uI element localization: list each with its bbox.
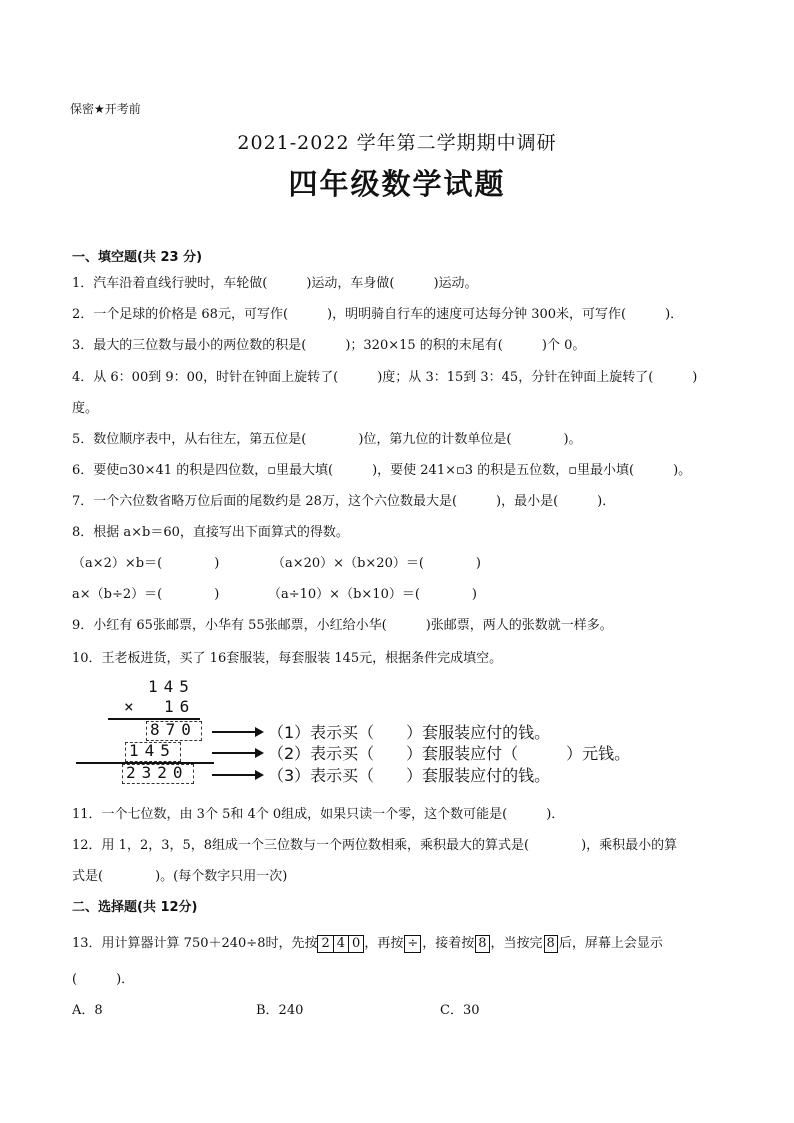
q13-text-end: 后，屏幕上会显示: [558, 936, 663, 951]
option-b: B．240: [256, 1003, 304, 1018]
confidential-label: 保密★开考前: [70, 102, 141, 116]
question-13: [72, 932, 663, 953]
multiplicand: 145: [148, 677, 195, 696]
arrow-2: [212, 752, 262, 754]
question-6: 6．要使▫30×41 的积是四位数，▫里最大填( )，要使 241×▫3 的积是五位数，▫里最小填( )。: [72, 463, 692, 478]
calculator-key: 0: [352, 936, 361, 951]
question-2: 2．一个足球的价格是 68元，可写作( )，明明骑自行车的速度可达每分钟 300米，可写作( )．: [72, 307, 684, 322]
question-4-continued: 度。: [72, 401, 99, 416]
question-10: 10．王老板进货，买了 16套服装，每套服装 145元，根据条件完成填空。: [72, 651, 503, 666]
option-a: A．8: [72, 1003, 103, 1018]
question-8: 8．根据 a×b＝60，直接写出下面算式的得数。: [72, 525, 349, 540]
option-c: C．30: [440, 1003, 480, 1018]
question-7: 7．一个六位数省略万位后面的尾数约是 28万，这个六位数最大是( )，最小是( )．: [72, 494, 616, 509]
question-11: 11．一个七位数，由 3个 5和 4个 0组成，如果只读一个零，这个数可能是( )．: [72, 807, 565, 822]
question-5: 5．数位顺序表中，从右往左，第五位是( )位，第九位的计数单位是( )。: [72, 432, 582, 447]
exam-title: 四年级数学试题: [288, 167, 506, 201]
partial-product-2: 145: [129, 741, 176, 760]
calculator-keys-240: [317, 935, 364, 953]
question-12: 12．用 1，2，3，5，8组成一个三位数与一个两位数相乘，乘积最大的算式是( )，乘积最小的算: [72, 838, 678, 853]
question-13-blank: ( )．: [72, 972, 135, 987]
final-product: 2320: [126, 763, 189, 782]
q13-text-mid2: ，接着按: [422, 936, 475, 951]
q8-expression-2: （a×20）×（b×20）＝( ): [272, 556, 481, 571]
section-title-fill-blank: 一、填空题(共 23 分): [72, 250, 203, 265]
calculator-key: 4: [334, 936, 349, 952]
partial-product-1: 870: [150, 720, 197, 739]
question-9: 9．小红有 65张邮票，小华有 55张邮票，小红给小华( )张邮票，两人的张数就一样多。: [72, 618, 613, 633]
question-12-continued: 式是( )。(每个数字只用一次): [72, 869, 288, 884]
explanation-2: （2）表示买（ ）套服装应付（ ）元钱。: [268, 744, 631, 763]
q13-text-start: 13．用计算器计算 750＋240÷8时，先按: [72, 936, 318, 951]
explanation-1: （1）表示买（ ）套服装应付的钱。: [268, 723, 551, 742]
section-title-multiple-choice: 二、选择题(共 12分): [72, 900, 198, 915]
multiply-sign: ×: [124, 697, 140, 716]
explanation-3: （3）表示买（ ）套服装应付的钱。: [268, 766, 551, 785]
calculator-key-8-again: 8: [544, 935, 558, 953]
arrow-1: [212, 731, 262, 733]
question-3: 3．最大的三位数与最小的两位数的积是( )；320×15 的积的末尾有( )个 0。: [72, 338, 586, 353]
q8-expression-1: （a×2）×b＝( ): [72, 556, 220, 571]
arrow-3: [212, 774, 262, 776]
q13-text-mid1: ，再按: [364, 936, 404, 951]
q8-expression-3: a×（b÷2）＝( ): [72, 587, 220, 602]
exam-subtitle: 2021-2022 学年第二学期期中调研: [237, 132, 557, 154]
calculator-key-8: 8: [475, 935, 489, 953]
calculator-key-divide: ÷: [404, 935, 421, 953]
multiplier: 16: [164, 697, 196, 716]
q13-text-mid3: ，当按完: [490, 936, 543, 951]
q8-expression-4: （a÷10）×（b×10）＝( ): [268, 587, 477, 602]
question-1: 1．汽车沿着直线行驶时，车轮做( )运动，车身做( )运动。: [72, 276, 478, 291]
question-4: 4．从 6：00到 9：00，时针在钟面上旋转了( )度；从 3：15到 3：45，分针在钟面上旋转了( ): [72, 370, 698, 385]
calculator-key: 2: [318, 936, 333, 952]
